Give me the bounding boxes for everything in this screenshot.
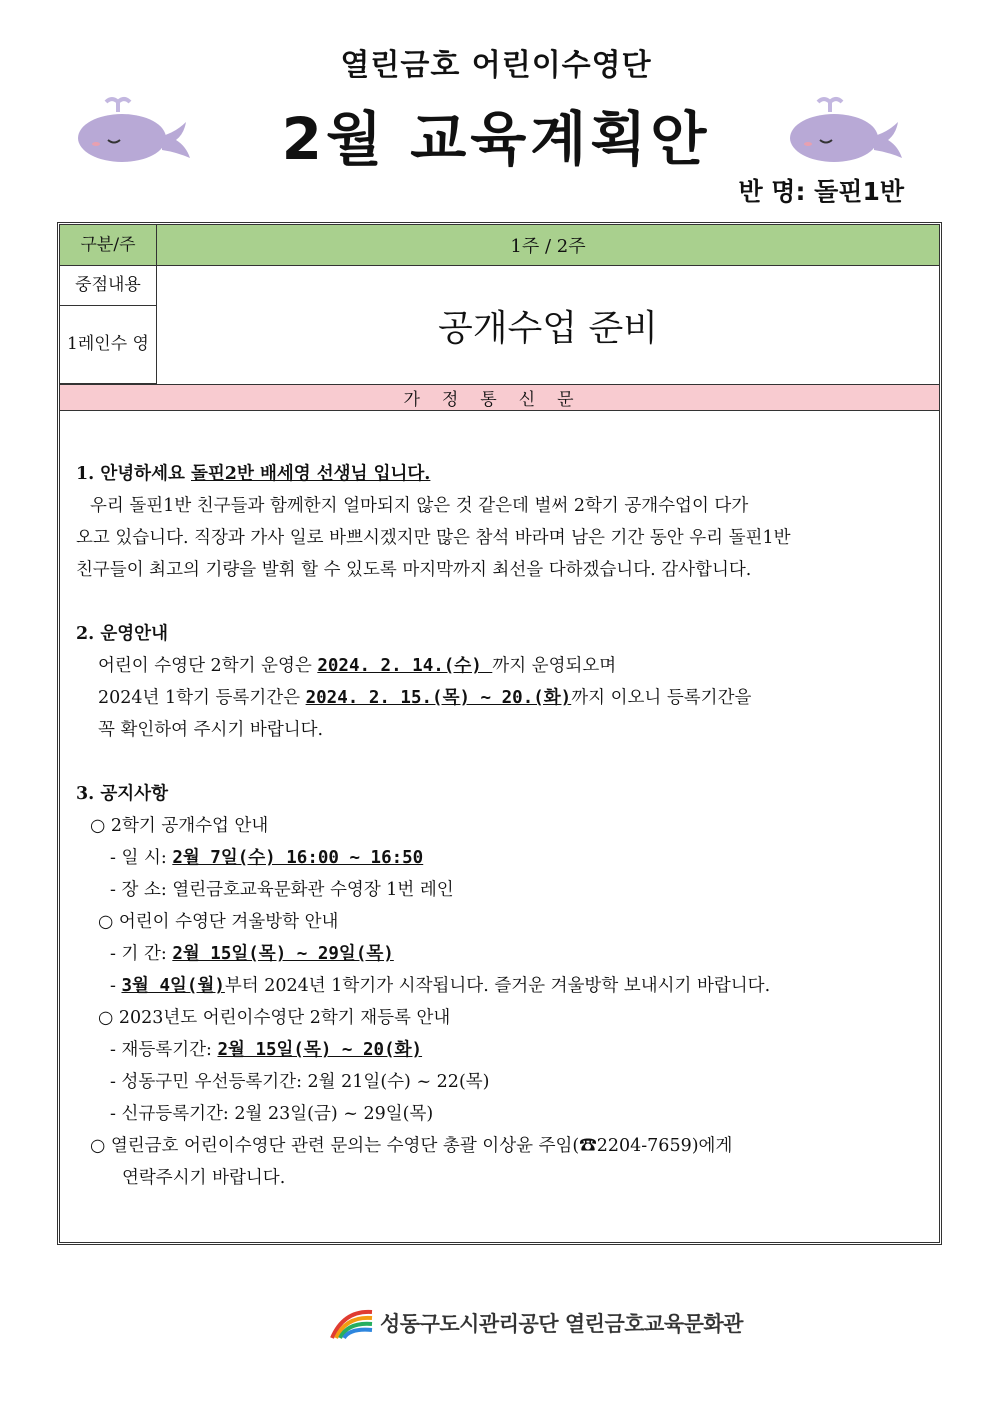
focus-content: 공개수업 준비 [157, 266, 939, 384]
footer-logo [330, 1302, 743, 1344]
header-weeks: 1주 / 2주 [510, 236, 586, 257]
notice-item: ○ 2023년도 어린이수영단 2학기 재등록 안내 [98, 1008, 451, 1028]
page-title: 2월 교육계획안 [281, 105, 711, 173]
notice-item: ○ 2학기 공개수업 안내 [90, 816, 269, 836]
notice-detail: - 장 소: 열린금호교육문화관 수영장 1번 레인 [110, 880, 454, 900]
notice-body [76, 458, 926, 1194]
notice-detail: - 성동구민 우선등록기간: 2월 21일(수) ~ 22(목) [110, 1072, 490, 1092]
paragraph-line: 꼭 확인하여 주시기 바랍니다. [98, 720, 324, 740]
section-1-title: 1. 안녕하세요 돌핀2반 배세영 선생님 입니다. [76, 464, 431, 484]
paragraph-line: 2024년 1학기 등록기간은 2024. 2. 15.(목) ~ 20.(화)까지 이오니 등록기간을 [98, 688, 752, 708]
notice-item: 연락주시기 바랍니다. [122, 1168, 286, 1188]
plan-table [60, 225, 939, 411]
notice-item: ○ 열린금호 어린이수영단 관련 문의는 수영단 총괄 이상윤 주임(☎2204-7659)에게 [90, 1136, 733, 1156]
notice-detail: - 재등록기간: 2월 15일(목) ~ 20(화) [110, 1040, 423, 1060]
paragraph-line: 친구들이 최고의 기량을 발휘 할 수 있도록 마지막까지 최선을 다하겠습니다. 감사합니다. [76, 560, 752, 580]
whale-icon [786, 96, 906, 166]
paragraph-line: 어린이 수영단 2학기 운영은 2024. 2. 14.(수) 까지 운영되오며 [98, 656, 617, 676]
page-header [0, 0, 992, 220]
notice-item: ○ 어린이 수영단 겨울방학 안내 [98, 912, 339, 932]
notice-detail: - 기 간: 2월 15일(목) ~ 29일(목) [110, 944, 394, 964]
table-header-row [60, 225, 939, 266]
paragraph-line: 오고 있습니다. 직장과 가사 일로 바쁘시겠지만 많은 참석 바라며 남은 기간 동안 우리 돌핀1반 [76, 528, 791, 548]
subtitle: 열린금호 어린이수영단 [340, 48, 652, 83]
notice-detail: - 일 시: 2월 7일(수) 16:00 ~ 16:50 [110, 848, 424, 868]
notice-header: 가정통신문 [60, 384, 939, 411]
header-label: 구분/주 [60, 225, 157, 265]
class-name: 반 명: 돌핀1반 [738, 177, 904, 206]
paragraph-line: 우리 돌핀1반 친구들과 함께한지 얼마되지 않은 것 같은데 벌써 2학기 공개수업이 다가 [90, 496, 749, 516]
lane-label: 1레인 수 영 [60, 306, 157, 383]
section-3-title: 3. 공지사항 [76, 784, 168, 804]
notice-detail: - 3월 4일(월)부터 2024년 1학기가 시작됩니다. 즐거운 겨울방학 보내시기 바랍니다. [110, 976, 771, 996]
focus-label: 중점내용 [60, 266, 157, 305]
rainbow-logo-icon [330, 1306, 374, 1340]
notice-detail: - 신규등록기간: 2월 23일(금) ~ 29일(목) [110, 1104, 434, 1124]
footer-org-name: 성동구도시관리공단 열린금호교육문화관 [380, 1312, 743, 1336]
section-2-title: 2. 운영안내 [76, 624, 168, 644]
